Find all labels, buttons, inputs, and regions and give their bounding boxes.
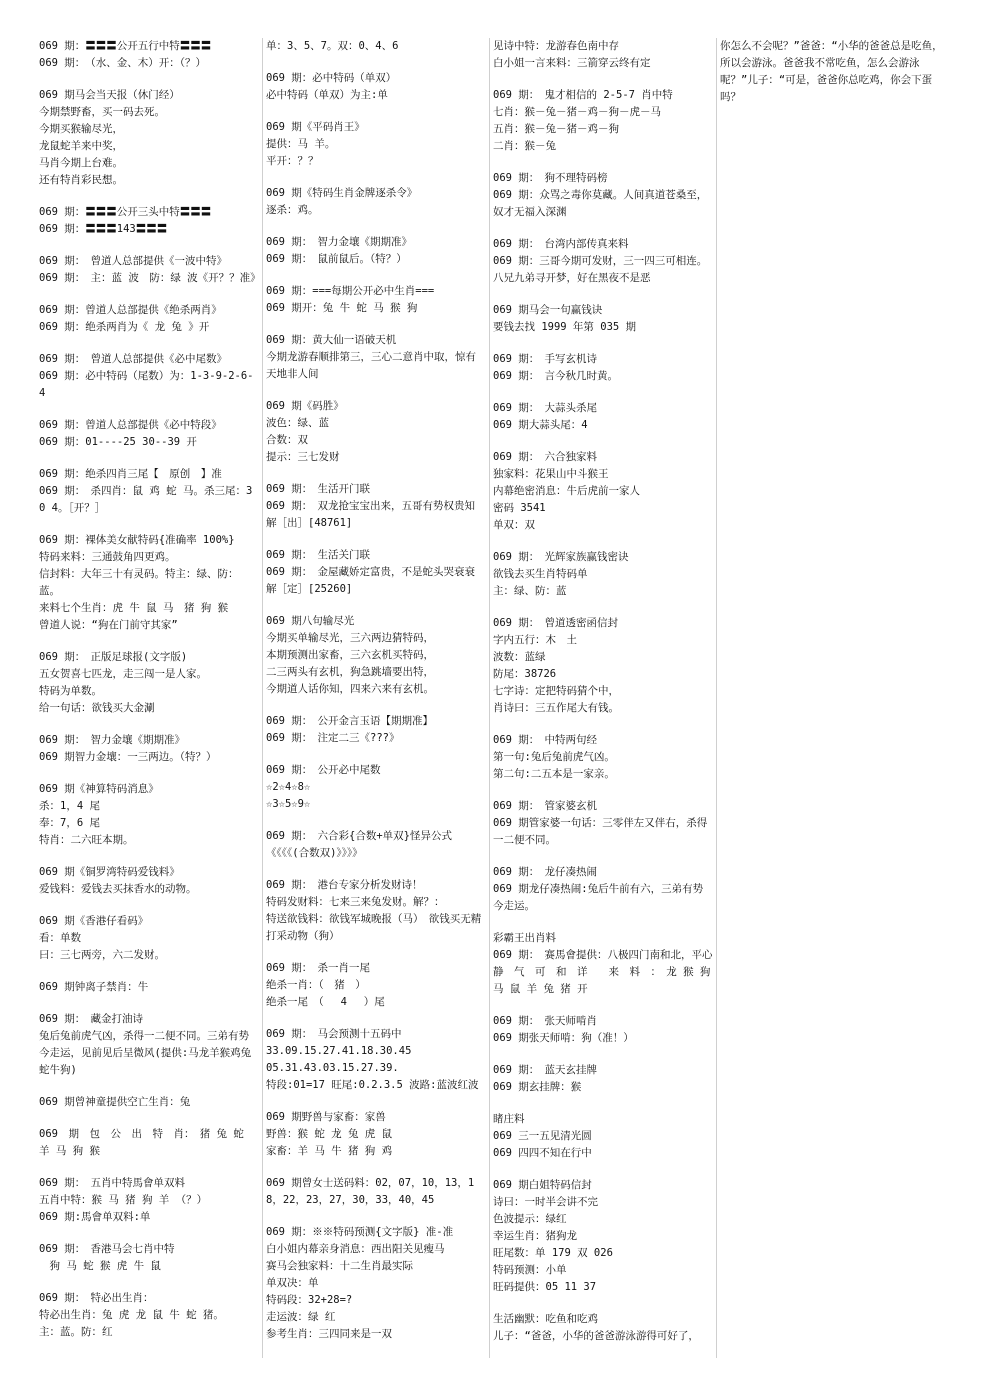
column-3 [489,38,724,1358]
text-line: 赛马会独家料：十二生肖最实际 [266,1260,413,1272]
text-line: 069 期： 生活关门联 [266,549,371,561]
spacer [493,1047,713,1062]
text-line: 白小姐一言来料：三箭穿云终有定 [493,57,651,69]
text-line: 069 期：〓〓〓公开三头中特〓〓〓 [39,206,212,218]
text-line: 069 期管家婆一句话：三零伴左又伴右，杀得一二便不同。 [493,817,708,846]
text-line: 069 期：01----25 30--39 开 [39,436,197,448]
column-2 [262,38,489,1358]
text-line: 狗 马 蛇 猴 虎 牛 鼠 [39,1260,161,1272]
text-line: 本期预测出家畜，三六玄机买特码， [266,649,434,661]
text-line: 奉：7，6 尾 [39,817,100,829]
text-line: 069 期： 光辉家族赢钱密诀 [493,551,629,563]
text-line: 平开：？？ [266,155,319,167]
spacer [493,1096,713,1111]
text-line: 069 期： 杀一肖一尾 [266,962,371,974]
spacer [39,238,259,253]
text-line: 069 期《特码生肖金牌逐杀令》 [266,187,418,199]
text-line: 069 期马会一句赢钱诀 [493,304,603,316]
text-line: 069 期： 杀四肖：鼠 鸡 蛇 马。杀三尾：3 0 4。［开？］ [39,485,259,514]
spacer [39,189,259,204]
spacer [493,849,713,864]
text-line: 今期龙游春顺排第三，三心二意肖中取，惊有天地非人间 [266,351,476,380]
spacer [266,383,486,398]
spacer [493,221,713,236]
text-line: 白小姐内幕亲身消息：西出阳关见瘦马 [266,1243,445,1255]
text-line: 单：3、5、7。双：0、4、6 [266,40,399,52]
text-line: 特码段：32+28=? [266,1294,353,1306]
text-line: 龙鼠蛇羊来中奖， [39,140,123,152]
text-line: 069 期：〓〓〓143〓〓〓 [39,223,168,235]
text-line: 曾道人说：“狗在门前守其家” [39,619,178,631]
spacer [266,813,486,828]
text-line: 色波提示：绿红 [493,1213,567,1225]
spacer [493,534,713,549]
text-line: 069 期： 六合独家料 [493,451,598,463]
text-line: 特码预测：小单 [493,1264,567,1276]
text-line: 069 期： 港台专家分析发财诗！ [266,879,423,891]
text-line: 今期禁野畜，买一码去死。 [39,106,165,118]
text-line: 069 期： 赛馬會提供：八极四门南和北，平心 静 气 可 和 详 来 料 ： 龙 猴 狗 马 鼠 羊 兔 猪 开 [493,949,724,995]
spacer [266,219,486,234]
text-line: 069 期玄挂牌：猴 [493,1081,582,1093]
text-line: 069 期：※※特码预测{文字版} 准-准 [266,1226,454,1238]
text-line: 信封料：大年三十有灵码。特主：绿、防：蓝。 [39,568,239,597]
text-line: 069 期： 台湾内部传真来料 [493,238,629,250]
text-line: 069 期 包 公 出 特 肖： 猪 兔 蛇 羊 马 狗 猴 [39,1128,251,1157]
text-line: 069 期： 公开必中尾数 [266,764,381,776]
spacer [39,1079,259,1094]
text-line: 解［出］[48761] [266,517,353,529]
text-line: 069 期： （水、金、木）开：（？） [39,57,207,69]
text-line: 特送欲钱料：欲钱军城晚报（马） 欲钱买无精打采动物（狗） [266,913,482,942]
text-line: 单双：双 [493,519,535,531]
spacer [266,55,486,70]
text-line: 069 期： 大蒜头杀尾 [493,402,598,414]
text-line: 绝杀一尾 （ 4 ）尾 [266,996,385,1008]
text-line: 特码发财料：七来三来兔发财。解？： [266,896,445,908]
text-line: 幸运生肖：猪狗龙 [493,1230,577,1242]
text-line: 七肖：猴－兔－猪－鸡－狗－虎－马 [493,106,661,118]
text-line: 069 期《神算特码消息》 [39,783,159,795]
text-line: 独家料：花果山中斗猴王 [493,468,609,480]
text-line: 给一句话：欲钱买大金涮 [39,702,155,714]
spacer [266,1094,486,1109]
text-line: 密码 3541 [493,502,546,514]
spacer [39,1111,259,1126]
spacer [493,783,713,798]
text-line: 069 期： 智力金壤《期期准》 [266,236,413,248]
text-line: 069 期：曾道人总部提供《必中特段》 [39,419,222,431]
text-line: 今期买单输尽光，三六两边猜特码， [266,632,434,644]
text-line: 069 期：绝杀两肖为《 龙 兔 》开 [39,321,210,333]
text-line: 逐杀：鸡。 [266,204,319,216]
spacer [493,1296,713,1311]
text-line: 特肖：二六旺本期。 [39,834,134,846]
text-line: 069 期：===每期公开必中生肖=== [266,285,435,297]
text-line: 五肖：猴－兔－猪－鸡－狗 [493,123,619,135]
text-line: 主：蓝。防：红 [39,1326,113,1338]
text-line: 069 期： 主：蓝 波 防：绿 波《开？？准》 [39,272,261,284]
spacer [39,964,259,979]
text-line: 069 期：〓〓〓公开五行中特〓〓〓 [39,40,212,52]
text-line: 野兽：猴 蛇 龙 兔 虎 鼠 [266,1128,393,1140]
text-line: 069 期： 金屋藏娇定富贵，不是蛇头哭衰衰 [266,566,476,578]
spacer [39,634,259,649]
spacer [39,898,259,913]
text-line: 069 期《铜罗湾特码爱钱料》 [39,866,180,878]
text-line: 069 期： 蓝天玄挂牌 [493,1064,598,1076]
text-line: 069 四四不知在行中 [493,1147,592,1159]
text-line: 069 期： 曾道人总部提供《必中尾数》 [39,353,228,365]
spacer [39,72,259,87]
spacer [493,717,713,732]
text-line: 069 期：绝杀四肖三尾【 原创 】准 [39,468,222,480]
column-4 [716,38,948,1358]
spacer [493,155,713,170]
text-line: 33.09.15.27.41.18.30.45 [266,1045,412,1057]
text-line: 069 期《码胜》 [266,400,344,412]
text-line: 069 期： 手写玄机诗 [493,353,598,365]
text-line: 069 期马会当天报（休门经） [39,89,180,101]
text-line: 069 期： 正版足球报(文字版) [39,651,188,663]
text-line: 今期道人话你知，四来六来有玄机。 [266,683,434,695]
text-line: 提供：马 羊。 [266,138,336,150]
text-line: 069 期曾女士送码料：02，07，10，13，18，22，23，27，30，33，40，45 [266,1177,475,1206]
text-line: 家畜：羊 马 牛 猪 狗 鸡 [266,1145,393,1157]
spacer [39,402,259,417]
text-line: 069 期： 五肖中特馬會单双料 [39,1177,186,1189]
text-line: 旺尾数：单 179 双 026 [493,1247,613,1259]
text-line: 069 期： 言今秋几时黄。 [493,370,619,382]
spacer [266,466,486,481]
text-line: ☆2☆4☆8☆ [266,781,311,793]
text-line: 069 期《平码肖王》 [266,121,365,133]
spacer [493,1162,713,1177]
text-line: 《《《《(合数双)》》》》 [266,847,363,859]
spacer [266,1209,486,1224]
text-line: 069 期： 智力金壤《期期准》 [39,734,186,746]
text-line: 069 期：必中特码（单双） [266,72,397,84]
text-line: 05.31.43.03.15.27.39. [266,1062,399,1074]
text-line: 绝杀一肖：（ 猪 ） [266,979,366,991]
spacer [39,451,259,466]
text-line: 旺码提供：05 11 37 [493,1281,597,1293]
spacer [39,287,259,302]
text-line: 特码为单数。 [39,685,102,697]
text-line: 069 期开：兔 牛 蛇 马 猴 狗 [266,302,418,314]
text-line: 069 期：曾道人总部提供《绝杀两肖》 [39,304,222,316]
spacer [39,1226,259,1241]
text-line: 069 期： 张天师啃肖 [493,1015,598,1027]
text-line: 睹庄料 [493,1113,525,1125]
text-line: ☆3☆5☆9☆ [266,798,311,810]
text-line: 防尾：38726 [493,668,557,680]
spacer [493,287,713,302]
column-1 [36,38,262,1358]
text-line: 字内五行：木 土 [493,634,577,646]
text-line: 069 期钟离子禁肖：牛 [39,981,149,993]
text-line: 解［定］[25260] [266,583,353,595]
text-line: 看：单数 [39,932,81,944]
text-line: 069 期：必中特码（尾数）为：1-3-9-2-6-4 [39,370,254,399]
text-line: 069 期八句输尽光 [266,615,355,627]
spacer [266,104,486,119]
text-line: 二三两头有玄机，狗急跳墙要出特， [266,666,434,678]
text-line: 爱钱料：爱钱去买抹香水的动物。 [39,883,197,895]
spacer [266,698,486,713]
text-line: 还有特肖彩民想。 [39,174,123,186]
text-line: 069 期龙仔凑热闹:兔后牛前有六，三弟有势今走运。 [493,883,704,912]
text-line: 第二句:二五本是一家亲。 [493,768,615,780]
text-line: 走运波：绿 红 [266,1311,336,1323]
spacer [493,600,713,615]
text-line: 069 期野兽与家畜：家兽 [266,1111,386,1123]
text-line: 要钱去找 1999 年第 035 期 [493,321,637,333]
text-line: 069 期： 香港马会七肖中特 [39,1243,175,1255]
text-line: 069 期张天师啃：狗（准！） [493,1032,634,1044]
spacer [266,1160,486,1175]
text-line: 提示：三七发财 [266,451,340,463]
spacer [39,1275,259,1290]
text-line: 曰：三七两旁，六二发财。 [39,949,165,961]
text-line: 069 期： 狗不理特码榜 [493,172,608,184]
text-line: 彩霸王出肖料 [493,932,556,944]
text-line: 二肖：猴－兔 [493,140,556,152]
text-line: 今期买猴输尽光， [39,123,123,135]
text-line: 波数：蓝绿 [493,651,546,663]
text-line: 单双决：单 [266,1277,319,1289]
spacer [493,434,713,449]
text-line: 069 期:馬會单双料:单 [39,1211,151,1223]
spacer [39,336,259,351]
text-line: 马肖今期上台难。 [39,157,123,169]
text-line: 069 期智力金壤：一三两边。（特？） [39,751,217,763]
text-line: 069 期： 曾道透密函信封 [493,617,619,629]
text-line: 069 期大蒜头尾：4 [493,419,588,431]
text-line: 069 期：裸体美女献特码{准确率 100%} [39,534,235,546]
text-line: 特段:01=17 旺尾:0.2.3.5 波路:蓝波红波 [266,1079,479,1091]
spacer [39,517,259,532]
spacer [39,766,259,781]
text-line: 五肖中特：猴 马 猪 狗 羊 （？） [39,1194,208,1206]
text-line: 069 期： 鼠前鼠后。（特？） [266,253,407,265]
spacer [493,915,713,930]
text-line: 特码来料：三通鼓角四更鸡。 [39,551,176,563]
text-line: 069 期：黄大仙一语破天机 [266,334,397,346]
spacer [39,1160,259,1175]
text-line: 肖诗曰：三五作尾大有钱。 [493,702,619,714]
text-line: 见诗中特：龙游春色南中存 [493,40,619,52]
text-line: 069 期：众骂之毒你莫藏。人间真道苍桑至，奴才无福入深渊 [493,189,708,218]
spacer [493,72,713,87]
spacer [266,945,486,960]
text-line: 069 期白姐特码信封 [493,1179,592,1191]
text-line: 069 期： 龙仔凑热闹 [493,866,598,878]
text-line: 069 期曾神童提供空亡生肖：兔 [39,1096,191,1108]
spacer [266,747,486,762]
text-line: 内幕绝密消息：牛后虎前一家人 [493,485,640,497]
text-line: 欲钱去买生肖特码单 [493,568,588,580]
text-line: 069 期： 特必出生肖： [39,1292,154,1304]
spacer [266,317,486,332]
text-line: 你怎么不会呢？”爸爸：“小华的爸爸总是吃鱼，所以会游泳。爸爸我不常吃鱼，怎么会游泳呢？”儿子：“可是，爸爸你总吃鸡，你会下蛋吗？ [720,40,943,103]
text-line: 第一句:兔后兔前虎气凶。 [493,751,615,763]
text-line: 必中特码（单双）为主:单 [266,89,388,101]
text-line: 诗曰：一时半会讲不完 [493,1196,598,1208]
spacer [39,849,259,864]
text-line: 069 期： 六合彩{合数+单双}怪异公式 [266,830,453,842]
text-line: 五女贺喜七匹龙，走三闯一是人家。 [39,668,207,680]
spacer [266,268,486,283]
text-line: 兔后兔前虎气凶，杀得一二便不同。三弟有势今走运，见前见后呈微风(提供:马龙羊猴鸡兔蛇牛狗) [39,1030,252,1076]
text-line: 七字诗：定把特码猜个中， [493,685,619,697]
spacer [266,862,486,877]
spacer [266,1011,486,1026]
spacer [39,717,259,732]
spacer [266,532,486,547]
spacer [39,996,259,1011]
text-line: 特必出生肖：兔 虎 龙 鼠 牛 蛇 猪。 [39,1309,224,1321]
text-line: 069 期： 藏金打油诗 [39,1013,144,1025]
text-line: 来料七个生肖：虎 牛 鼠 马 猪 狗 猴 [39,602,229,614]
spacer [493,385,713,400]
text-line: 波色：绿、蓝 [266,417,329,429]
text-line: 主：绿、防：蓝 [493,585,567,597]
text-line: 069 期： 公开金言玉语【期期准】 [266,715,434,727]
text-line: 069 期：三哥今期可发财，三一四三可相连。八兄九弟寻开梦，好在黑夜不是恶 [493,255,708,284]
text-line: 069 期： 鬼才相信的 2-5-7 肖中特 [493,89,673,101]
text-line: 069 期： 管家婆玄机 [493,800,598,812]
text-line: 069 期： 中特两句经 [493,734,598,746]
text-line: 杀：1，4 尾 [39,800,100,812]
spacer [493,336,713,351]
spacer [493,998,713,1013]
text-line: 069 期： 曾道人总部提供《一波中特》 [39,255,228,267]
text-line: 参考生肖：三四同来是一双 [266,1328,392,1340]
text-line: 069 期： 生活开门联 [266,483,371,495]
spacer [266,598,486,613]
text-line: 生活幽默：吃鱼和吃鸡 [493,1313,598,1325]
text-line: 069 期： 马会预测十五码中 [266,1028,402,1040]
spacer [266,170,486,185]
text-line: 069 三一五见清光圆 [493,1130,592,1142]
text-line: 合数：双 [266,434,308,446]
text-line: 069 期《香港仔看码》 [39,915,149,927]
text-line: 儿子：“爸爸，小华的爸爸游泳游得可好了， [493,1330,699,1342]
text-line: 069 期： 双龙抢宝宝出来，五哥有势权贵知 [266,500,476,512]
text-line: 069 期： 注定二三《???》 [266,732,400,744]
